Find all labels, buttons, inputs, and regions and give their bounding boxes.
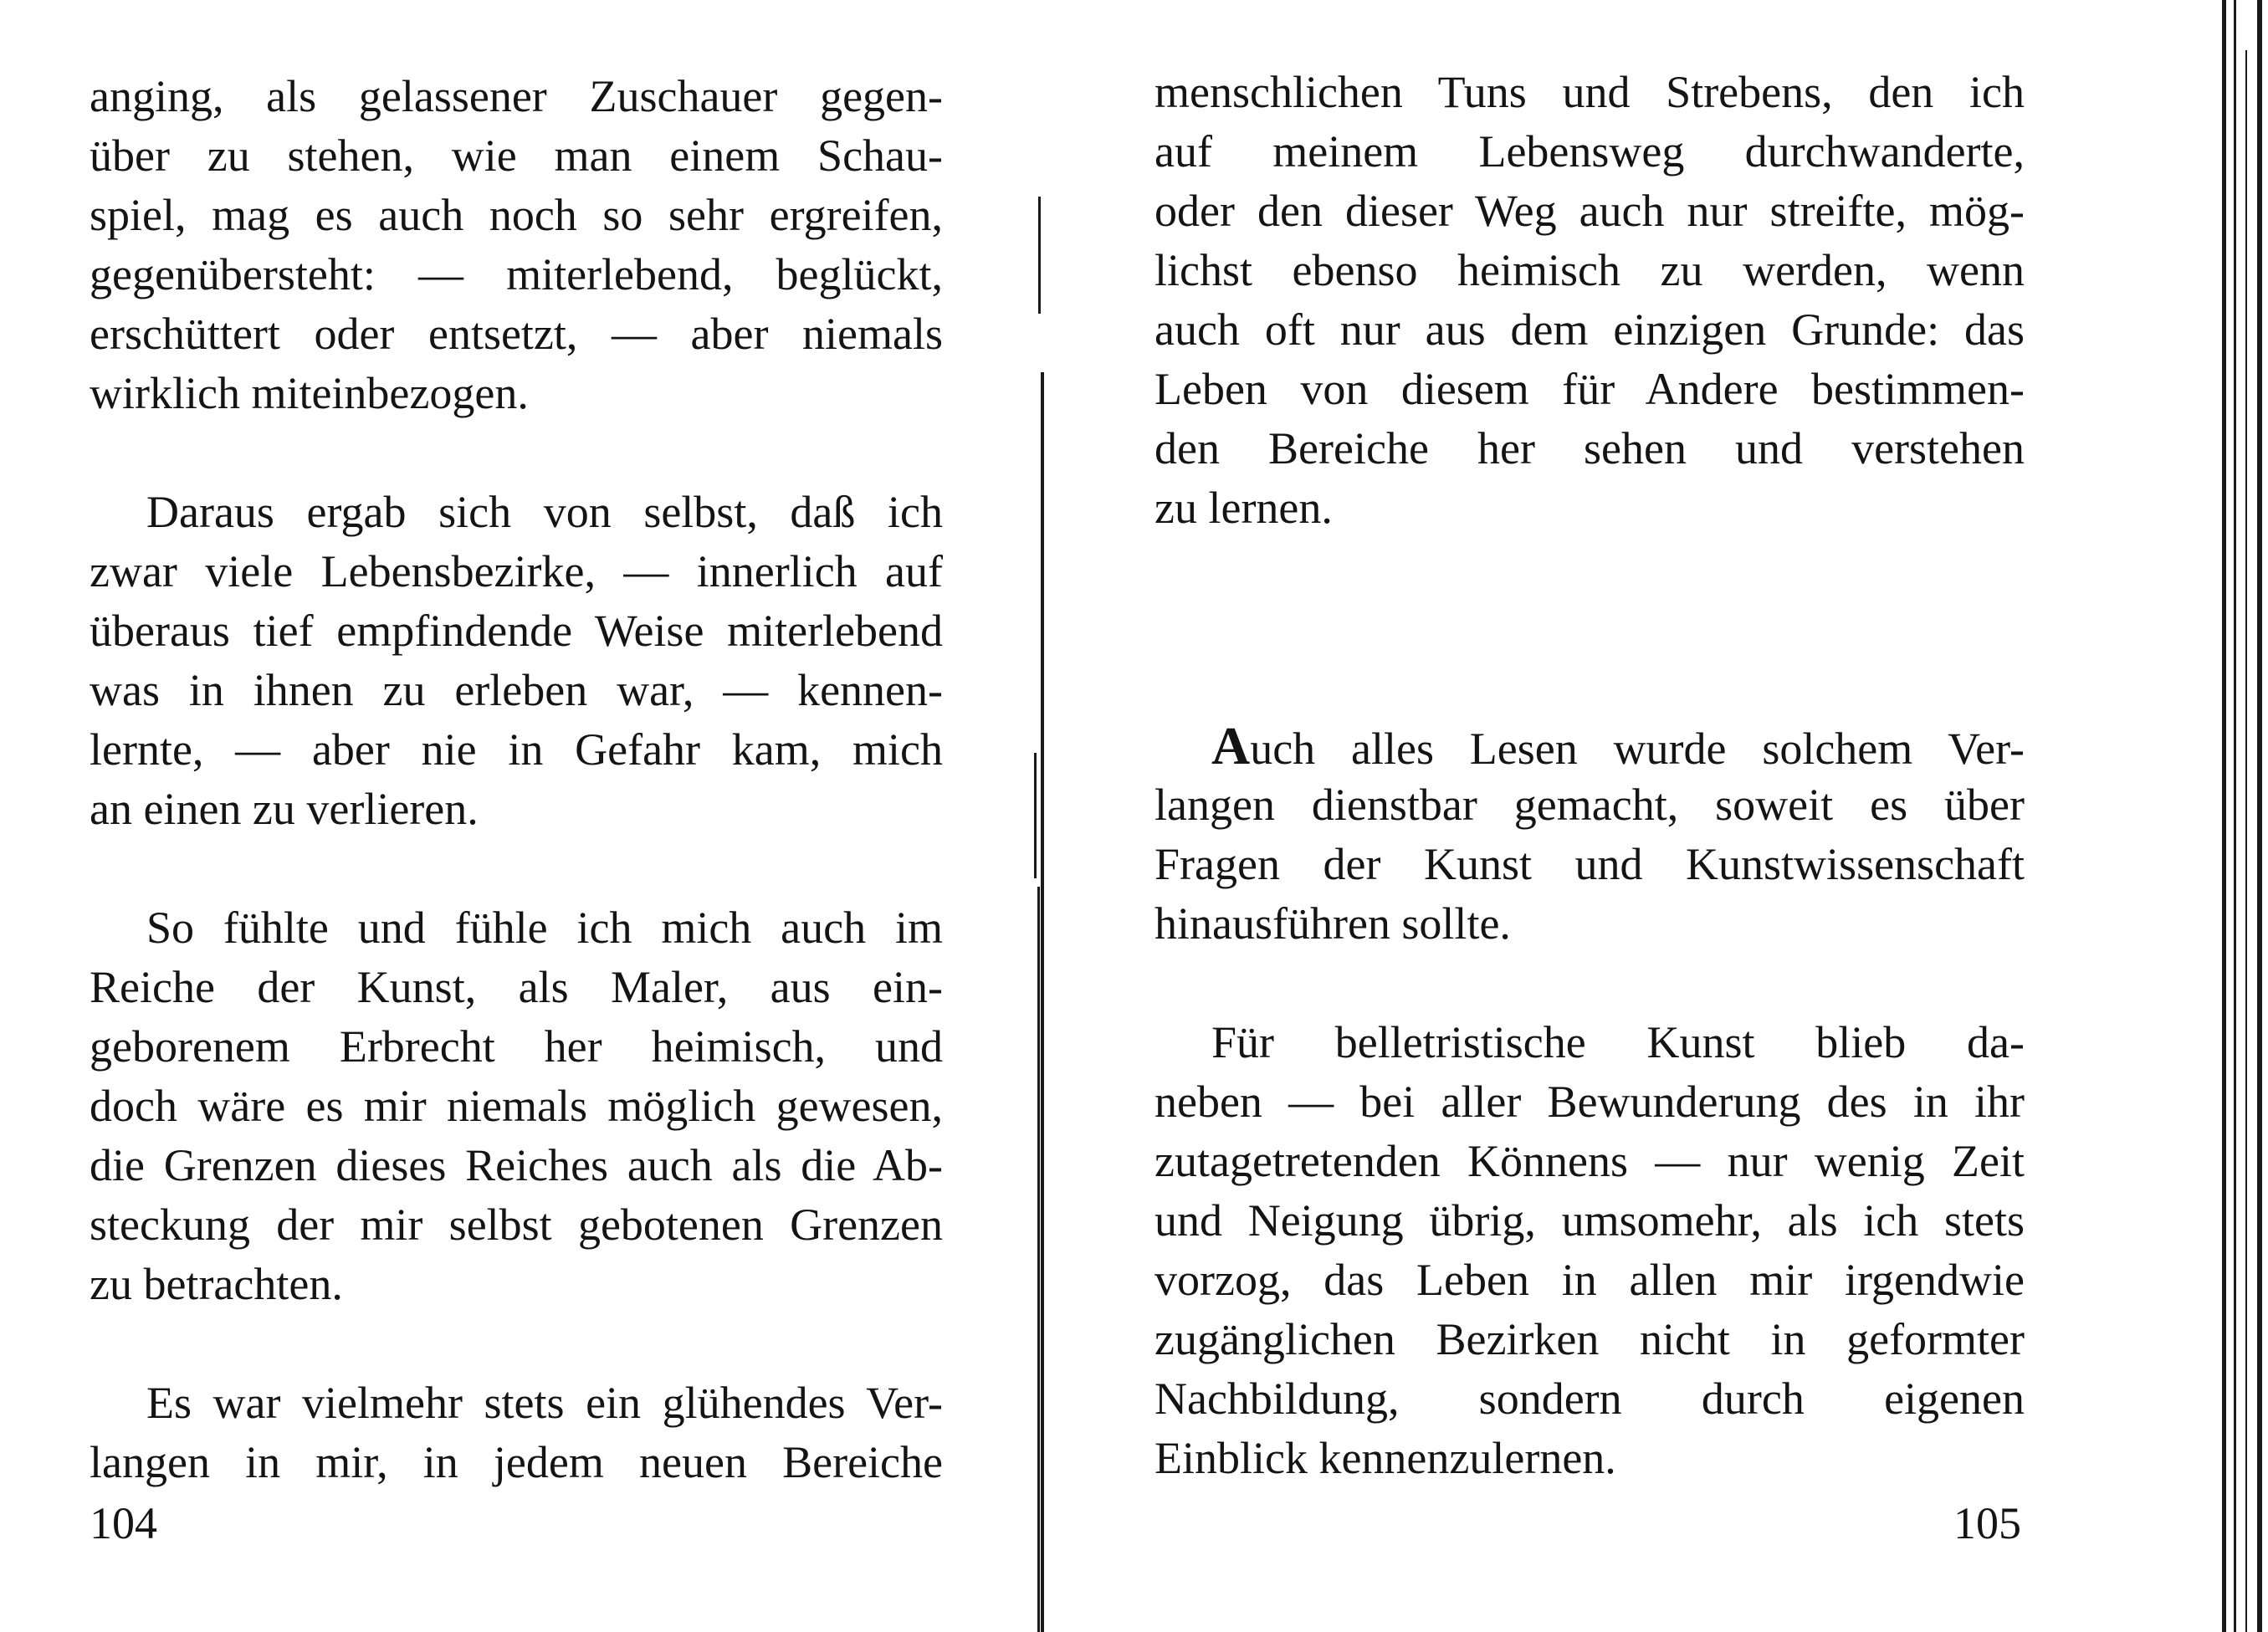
text-line: zugänglichen Bezirken nicht in geformter <box>1154 1314 2025 1364</box>
text-line: was in ihnen zu erleben war, — kennen- <box>90 665 943 715</box>
gutter-shadow <box>1034 753 1037 878</box>
text-line: den Bereiche her sehen und verstehen <box>1154 423 2025 473</box>
text-line: gegenübersteht: — miterlebend, beglückt, <box>90 249 943 299</box>
dropcap: A <box>1211 716 1251 775</box>
text-line: doch wäre es mir niemals möglich gewesen, <box>90 1081 943 1131</box>
text-line: Reiche der Kunst, als Maler, aus ein- <box>90 962 943 1012</box>
left-page <box>0 0 1046 1632</box>
page-number: 105 <box>1953 1498 2021 1548</box>
text-line: spiel, mag es auch noch so sehr ergreifen, <box>90 190 943 240</box>
text-line: oder den dieser Weg auch nur streifte, mög- <box>1154 186 2025 236</box>
text-line: wirklich miteinbezogen. <box>90 368 529 418</box>
text-line: menschlichen Tuns und Strebens, den ich <box>1154 67 2025 117</box>
text-line: langen dienstbar gemacht, soweit es über <box>1154 780 2025 830</box>
gutter-shadow <box>1038 197 1041 314</box>
text-line: anging, als gelassener Zuschauer gegen- <box>90 71 943 121</box>
text-line: lernte, — aber nie in Gefahr kam, mich <box>90 724 943 775</box>
text-line: hinausführen sollte. <box>1154 898 1511 949</box>
text-line: zwar viele Lebensbezirke, — innerlich auf <box>90 546 943 596</box>
left-page-text <box>90 67 943 1492</box>
text-line: lichst ebenso heimisch zu werden, wenn <box>1154 245 2025 295</box>
text-line: Es war vielmehr stets ein glühendes Ver- <box>146 1378 943 1428</box>
text-line: zu betrachten. <box>90 1259 343 1309</box>
text-line: So fühlte und fühle ich mich auch im <box>146 903 943 953</box>
text-line: Für belletristische Kunst blieb da- <box>1211 1017 2025 1067</box>
text-line: über zu stehen, wie man einem Schau- <box>90 130 943 181</box>
text-line: vorzog, das Leben in allen mir irgendwie <box>1154 1255 2025 1305</box>
text-line: zu lernen. <box>1154 483 1333 533</box>
text-line: auch oft nur aus dem einzigen Grunde: das <box>1154 304 2025 355</box>
page-edge <box>2234 0 2236 1632</box>
page-number: 104 <box>90 1498 157 1548</box>
text-line <box>1154 716 2025 775</box>
text-line: Einblick kennenzulernen. <box>1154 1433 1616 1483</box>
text-line: neben — bei aller Bewunderung des in ihr <box>1154 1077 2025 1127</box>
right-page-text <box>1154 63 2025 1488</box>
text-line: an einen zu verlieren. <box>90 784 479 834</box>
text-line: Nachbildung, sondern durch eigenen <box>1154 1374 2025 1424</box>
text-line: Fragen der Kunst und Kunstwissenschaft <box>1154 839 2025 889</box>
text-line: und Neigung übrig, umsomehr, als ich stets <box>1154 1195 2025 1246</box>
text-line: Daraus ergab sich von selbst, daß ich <box>146 487 943 537</box>
gutter-shadow <box>1041 372 1044 1632</box>
text-line: zutagetretenden Könnens — nur wenig Zeit <box>1154 1136 2025 1186</box>
text-line: langen in mir, in jedem neuen Bereiche <box>90 1437 943 1487</box>
text-line: Leben von diesem für Andere bestimmen- <box>1154 364 2025 414</box>
page-edge <box>2257 0 2262 1632</box>
right-page <box>1046 0 2268 1632</box>
page-edge <box>2222 0 2226 1632</box>
text-line: steckung der mir selbst gebotenen Grenzen <box>90 1200 943 1250</box>
gutter-shadow <box>1037 887 1040 1632</box>
text-line: erschüttert oder entsetzt, — aber niemals <box>90 309 943 359</box>
text-line: auf meinem Lebensweg durchwanderte, <box>1154 126 2025 177</box>
text-line-rest: uch alles Lesen wurde solchem Ver- <box>1250 724 2025 774</box>
page-edge <box>2245 50 2247 1632</box>
text-line: die Grenzen dieses Reiches auch als die Ab- <box>90 1140 943 1190</box>
text-line: überaus tief empfindende Weise miterlebend <box>90 606 943 656</box>
text-line: geborenem Erbrecht her heimisch, und <box>90 1021 943 1072</box>
